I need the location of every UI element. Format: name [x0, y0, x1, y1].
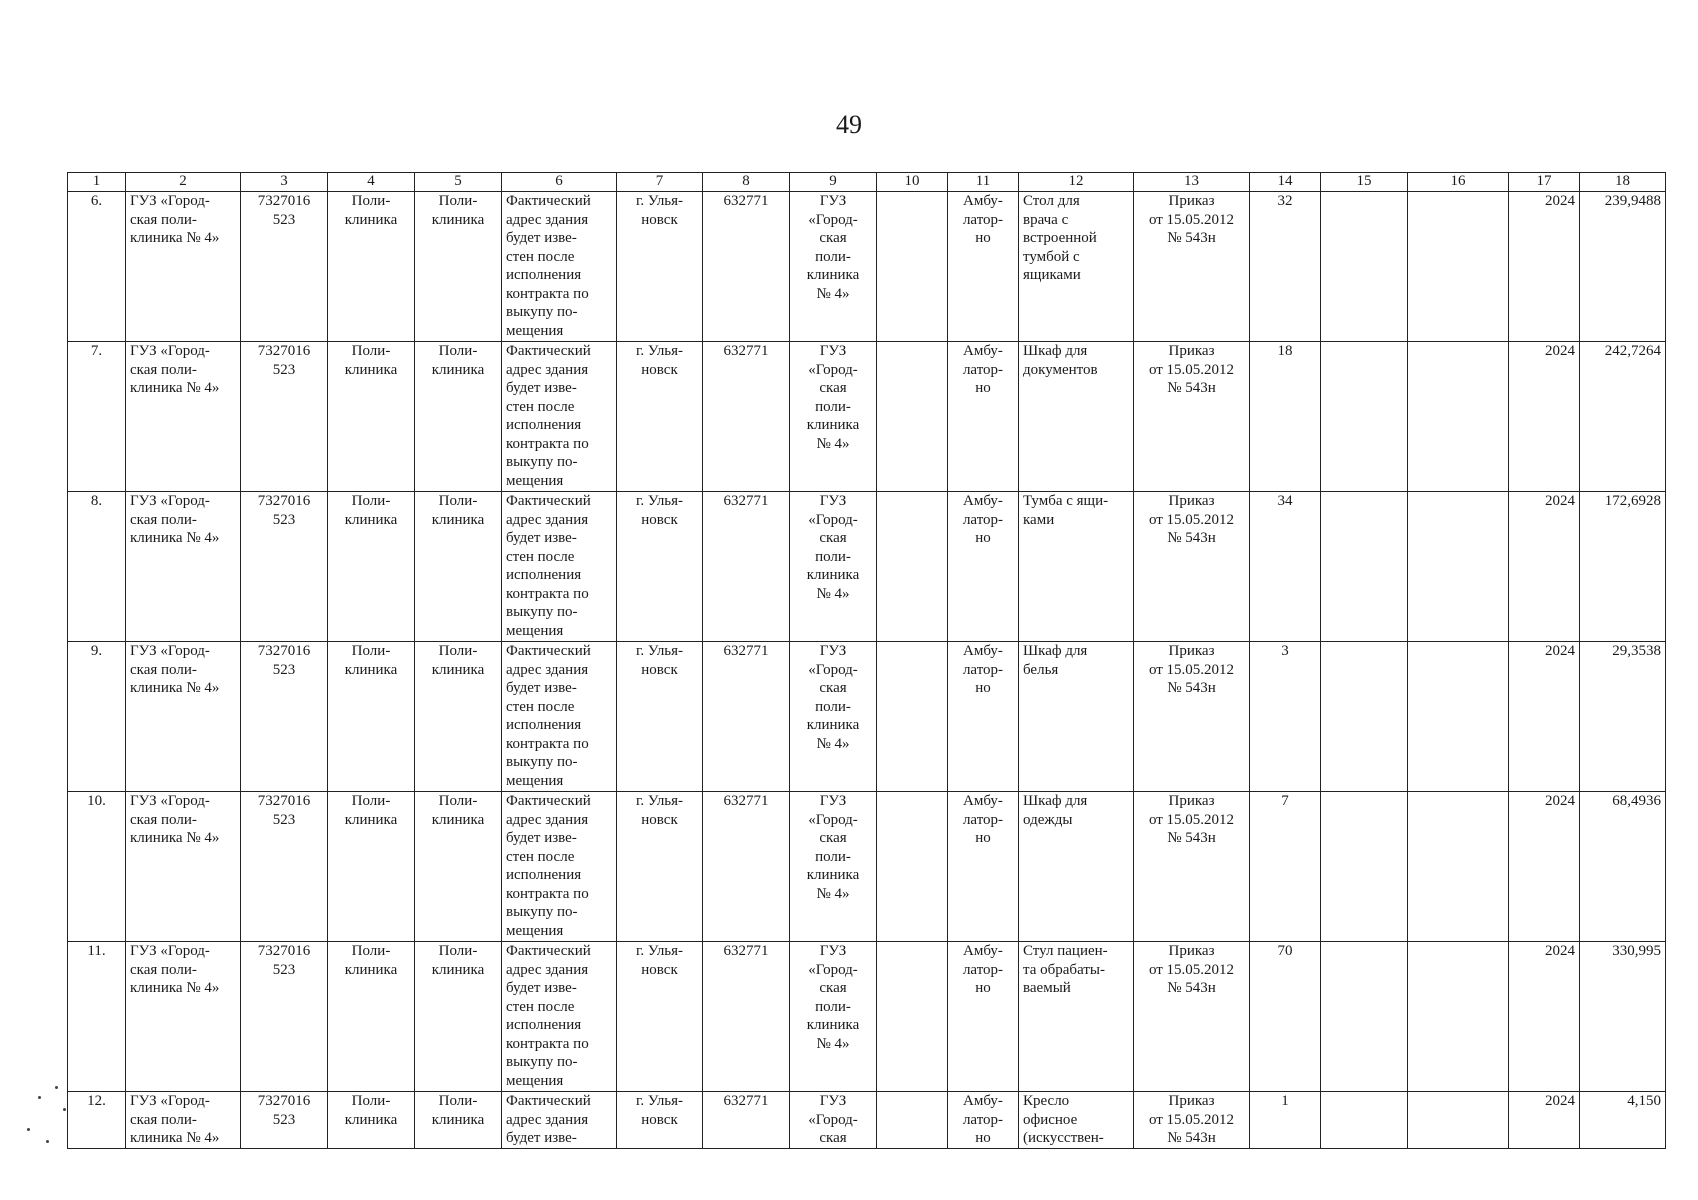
page-number: 49 — [836, 110, 862, 139]
column-number-6: 6 — [502, 173, 617, 192]
code-cell-text: 632771 — [723, 493, 769, 509]
care-mode-cell — [948, 1092, 1019, 1149]
code-cell-text: 632771 — [723, 343, 769, 359]
holder-cell — [790, 792, 877, 942]
column-10-cell — [877, 642, 948, 792]
scan-speck — [63, 1108, 66, 1111]
amount-cell — [1580, 342, 1666, 492]
code-cell-text: 632771 — [723, 943, 769, 959]
equipment-item-cell — [1019, 342, 1134, 492]
scan-speck — [46, 1140, 49, 1143]
row-number-cell — [68, 942, 126, 1092]
row-number-cell-text: 10. — [87, 793, 106, 809]
row-number-cell — [68, 642, 126, 792]
care-mode-cell-text: Амбу- латор- но — [962, 493, 1004, 546]
care-mode-cell — [948, 792, 1019, 942]
organization-cell-text: ГУЗ «Город- ская поли- клиника № 4» — [130, 1093, 220, 1146]
facility-type-cell — [328, 942, 415, 1092]
column-10-cell — [877, 492, 948, 642]
table-row — [68, 192, 1666, 342]
row-number-cell-text: 7. — [90, 343, 103, 359]
city-cell-text: г. Улья- новск — [635, 343, 684, 378]
scan-speck — [55, 1086, 58, 1089]
column-number-5: 5 — [415, 173, 502, 192]
year-cell — [1509, 1092, 1580, 1149]
year-cell-text: 2024 — [1545, 343, 1575, 359]
city-cell — [617, 792, 703, 942]
order-cell-text: Приказ от 15.05.2012 № 543н — [1148, 343, 1235, 396]
equipment-item-cell-text: Шкаф для одежды — [1023, 793, 1088, 828]
facility-subtype-cell-text: Поли- клиника — [431, 493, 485, 528]
city-cell — [617, 642, 703, 792]
organization-cell — [126, 492, 241, 642]
equipment-item-cell-text: Кресло офисное (искусствен- — [1023, 1093, 1104, 1146]
inn-cell-text: 7327016 523 — [257, 793, 311, 828]
holder-cell-text: ГУЗ «Город- ская поли- клиника № 4» — [806, 943, 860, 1052]
row-number-cell-text: 12. — [87, 1093, 106, 1109]
facility-subtype-cell — [415, 792, 502, 942]
inn-cell-text: 7327016 523 — [257, 1093, 311, 1128]
facility-type-cell-text: Поли- клиника — [344, 793, 398, 828]
row-number-cell — [68, 192, 126, 342]
inn-cell-text: 7327016 523 — [257, 493, 311, 528]
year-cell-text: 2024 — [1545, 643, 1575, 659]
column-15-cell — [1321, 492, 1408, 642]
inn-cell — [241, 792, 328, 942]
year-cell-text: 2024 — [1545, 1093, 1575, 1109]
order-cell — [1134, 942, 1250, 1092]
year-cell — [1509, 792, 1580, 942]
amount-cell-text: 172,6928 — [1604, 493, 1661, 509]
column-number-8: 8 — [703, 173, 790, 192]
order-cell — [1134, 192, 1250, 342]
amount-cell — [1580, 942, 1666, 1092]
year-cell-text: 2024 — [1545, 943, 1575, 959]
order-cell-text: Приказ от 15.05.2012 № 543н — [1148, 793, 1235, 846]
inn-cell-text: 7327016 523 — [257, 193, 311, 228]
order-cell-text: Приказ от 15.05.2012 № 543н — [1148, 943, 1235, 996]
facility-type-cell-text: Поли- клиника — [344, 193, 398, 228]
table-row — [68, 492, 1666, 642]
column-number-3: 3 — [241, 173, 328, 192]
facility-type-cell — [328, 642, 415, 792]
equipment-item-cell-text: Тумба с ящи- ками — [1023, 493, 1109, 528]
table-row — [68, 642, 1666, 792]
holder-cell-text: ГУЗ «Город- ская поли- клиника № 4» — [806, 343, 860, 452]
code-cell — [703, 1092, 790, 1149]
order-cell-text: Приказ от 15.05.2012 № 543н — [1148, 493, 1235, 546]
quantity-cell — [1250, 792, 1321, 942]
inn-cell — [241, 642, 328, 792]
year-cell-text: 2024 — [1545, 493, 1575, 509]
care-mode-cell-text: Амбу- латор- но — [962, 343, 1004, 396]
code-cell — [703, 642, 790, 792]
equipment-item-cell — [1019, 192, 1134, 342]
organization-cell-text: ГУЗ «Город- ская поли- клиника № 4» — [130, 343, 220, 396]
address-cell-text: Фактический адрес здания будет изве- стен после исполнения контракта по выкупу по- мещения — [506, 493, 591, 639]
amount-cell-text: 242,7264 — [1604, 343, 1661, 359]
column-16-cell — [1408, 942, 1509, 1092]
code-cell-text: 632771 — [723, 793, 769, 809]
city-cell — [617, 492, 703, 642]
quantity-cell-text: 7 — [1281, 793, 1289, 809]
facility-type-cell-text: Поли- клиника — [344, 943, 398, 978]
code-cell — [703, 342, 790, 492]
address-cell-text: Фактический адрес здания будет изве- стен после исполнения контракта по выкупу по- мещения — [506, 793, 591, 939]
year-cell-text: 2024 — [1545, 793, 1575, 809]
amount-cell — [1580, 792, 1666, 942]
row-number-cell — [68, 342, 126, 492]
year-cell — [1509, 192, 1580, 342]
code-cell — [703, 492, 790, 642]
column-15-cell — [1321, 942, 1408, 1092]
organization-cell — [126, 192, 241, 342]
facility-type-cell — [328, 192, 415, 342]
facility-subtype-cell — [415, 942, 502, 1092]
facility-type-cell-text: Поли- клиника — [344, 643, 398, 678]
column-number-11: 11 — [948, 173, 1019, 192]
city-cell-text: г. Улья- новск — [635, 793, 684, 828]
quantity-cell — [1250, 1092, 1321, 1149]
column-15-cell — [1321, 1092, 1408, 1149]
quantity-cell — [1250, 492, 1321, 642]
column-number-1: 1 — [68, 173, 126, 192]
address-cell-text: Фактический адрес здания будет изве- — [506, 1093, 591, 1146]
code-cell-text: 632771 — [723, 1093, 769, 1109]
city-cell — [617, 342, 703, 492]
column-number-10: 10 — [877, 173, 948, 192]
holder-cell-text: ГУЗ «Город- ская поли- клиника № 4» — [806, 793, 860, 902]
amount-cell — [1580, 1092, 1666, 1149]
quantity-cell-text: 34 — [1277, 493, 1293, 509]
amount-cell-text: 29,3538 — [1612, 643, 1661, 659]
column-15-cell — [1321, 792, 1408, 942]
column-10-cell — [877, 942, 948, 1092]
facility-type-cell — [328, 492, 415, 642]
organization-cell-text: ГУЗ «Город- ская поли- клиника № 4» — [130, 793, 220, 846]
row-number-cell — [68, 492, 126, 642]
quantity-cell — [1250, 192, 1321, 342]
year-cell — [1509, 492, 1580, 642]
year-cell — [1509, 342, 1580, 492]
column-number-9: 9 — [790, 173, 877, 192]
column-number-7: 7 — [617, 173, 703, 192]
row-number-cell — [68, 1092, 126, 1149]
equipment-item-cell — [1019, 1092, 1134, 1149]
holder-cell-text: ГУЗ «Город- ская поли- клиника № 4» — [806, 643, 860, 752]
column-number-18: 18 — [1580, 173, 1666, 192]
equipment-item-cell-text: Стол для врача с встроенной тумбой с ящиками — [1023, 193, 1097, 283]
equipment-item-cell — [1019, 642, 1134, 792]
amount-cell-text: 330,995 — [1612, 943, 1661, 959]
facility-subtype-cell-text: Поли- клиника — [431, 793, 485, 828]
inn-cell — [241, 492, 328, 642]
address-cell-text: Фактический адрес здания будет изве- стен после исполнения контракта по выкупу по- мещения — [506, 943, 591, 1089]
equipment-item-cell-text: Шкаф для белья — [1023, 643, 1088, 678]
address-cell — [502, 792, 617, 942]
quantity-cell-text: 70 — [1277, 943, 1293, 959]
column-15-cell — [1321, 342, 1408, 492]
facility-type-cell-text: Поли- клиника — [344, 493, 398, 528]
address-cell-text: Фактический адрес здания будет изве- стен после исполнения контракта по выкупу по- мещения — [506, 643, 591, 789]
table-row — [68, 1092, 1666, 1149]
care-mode-cell-text: Амбу- латор- но — [962, 793, 1004, 846]
care-mode-cell-text: Амбу- латор- но — [962, 943, 1004, 996]
organization-cell-text: ГУЗ «Город- ская поли- клиника № 4» — [130, 493, 220, 546]
column-number-14: 14 — [1250, 173, 1321, 192]
scan-speck — [38, 1096, 41, 1099]
facility-type-cell-text: Поли- клиника — [344, 1093, 398, 1128]
order-cell — [1134, 1092, 1250, 1149]
code-cell — [703, 192, 790, 342]
care-mode-cell — [948, 342, 1019, 492]
column-number-17: 17 — [1509, 173, 1580, 192]
care-mode-cell — [948, 192, 1019, 342]
inn-cell — [241, 942, 328, 1092]
quantity-cell-text: 32 — [1277, 193, 1293, 209]
column-10-cell — [877, 1092, 948, 1149]
facility-type-cell — [328, 1092, 415, 1149]
organization-cell-text: ГУЗ «Город- ская поли- клиника № 4» — [130, 943, 220, 996]
amount-cell-text: 4,150 — [1627, 1093, 1661, 1109]
holder-cell — [790, 192, 877, 342]
table-row — [68, 942, 1666, 1092]
care-mode-cell-text: Амбу- латор- но — [962, 643, 1004, 696]
quantity-cell — [1250, 942, 1321, 1092]
row-number-cell-text: 11. — [87, 943, 106, 959]
organization-cell — [126, 1092, 241, 1149]
amount-cell-text: 239,9488 — [1604, 193, 1661, 209]
column-16-cell — [1408, 492, 1509, 642]
column-16-cell — [1408, 1092, 1509, 1149]
facility-subtype-cell — [415, 492, 502, 642]
amount-cell — [1580, 192, 1666, 342]
quantity-cell-text: 18 — [1277, 343, 1293, 359]
table-row — [68, 792, 1666, 942]
column-16-cell — [1408, 342, 1509, 492]
row-number-cell-text: 6. — [90, 193, 103, 209]
city-cell — [617, 942, 703, 1092]
organization-cell — [126, 792, 241, 942]
inn-cell-text: 7327016 523 — [257, 943, 311, 978]
city-cell-text: г. Улья- новск — [635, 1093, 684, 1128]
amount-cell-text: 68,4936 — [1612, 793, 1661, 809]
address-cell — [502, 942, 617, 1092]
holder-cell-text: ГУЗ «Город- ская — [808, 1093, 858, 1146]
quantity-cell — [1250, 342, 1321, 492]
equipment-item-cell — [1019, 942, 1134, 1092]
column-15-cell — [1321, 642, 1408, 792]
address-cell-text: Фактический адрес здания будет изве- стен после исполнения контракта по выкупу по- мещения — [506, 343, 591, 489]
code-cell-text: 632771 — [723, 193, 769, 209]
address-cell — [502, 642, 617, 792]
quantity-cell-text: 1 — [1281, 1093, 1289, 1109]
column-10-cell — [877, 192, 948, 342]
column-number-2: 2 — [126, 173, 241, 192]
inn-cell-text: 7327016 523 — [257, 643, 311, 678]
column-number-12: 12 — [1019, 173, 1134, 192]
table-row — [68, 342, 1666, 492]
scan-speck — [27, 1128, 30, 1131]
table-header — [68, 173, 1666, 192]
holder-cell — [790, 642, 877, 792]
equipment-item-cell — [1019, 492, 1134, 642]
facility-type-cell — [328, 342, 415, 492]
facility-subtype-cell-text: Поли- клиника — [431, 643, 485, 678]
city-cell-text: г. Улья- новск — [635, 493, 684, 528]
table-body — [68, 192, 1666, 1149]
care-mode-cell — [948, 492, 1019, 642]
equipment-item-cell-text: Стул пациен- та обрабаты- ваемый — [1023, 943, 1108, 996]
column-16-cell — [1408, 192, 1509, 342]
row-number-cell — [68, 792, 126, 942]
code-cell — [703, 942, 790, 1092]
address-cell — [502, 192, 617, 342]
order-cell — [1134, 492, 1250, 642]
amount-cell — [1580, 492, 1666, 642]
amount-cell — [1580, 642, 1666, 792]
row-number-cell-text: 9. — [90, 643, 103, 659]
code-cell — [703, 792, 790, 942]
organization-cell — [126, 942, 241, 1092]
care-mode-cell — [948, 942, 1019, 1092]
city-cell-text: г. Улья- новск — [635, 943, 684, 978]
holder-cell — [790, 342, 877, 492]
facility-subtype-cell-text: Поли- клиника — [431, 193, 485, 228]
order-cell-text: Приказ от 15.05.2012 № 543н — [1148, 193, 1235, 246]
order-cell-text: Приказ от 15.05.2012 № 543н — [1148, 1093, 1235, 1146]
city-cell — [617, 192, 703, 342]
column-10-cell — [877, 342, 948, 492]
equipment-item-cell — [1019, 792, 1134, 942]
column-number-15: 15 — [1321, 173, 1408, 192]
code-cell-text: 632771 — [723, 643, 769, 659]
facility-type-cell — [328, 792, 415, 942]
facility-type-cell-text: Поли- клиника — [344, 343, 398, 378]
facility-subtype-cell-text: Поли- клиника — [431, 1093, 485, 1128]
facility-subtype-cell-text: Поли- клиника — [431, 943, 485, 978]
inn-cell — [241, 342, 328, 492]
equipment-item-cell-text: Шкаф для документов — [1023, 343, 1098, 378]
inn-cell-text: 7327016 523 — [257, 343, 311, 378]
column-10-cell — [877, 792, 948, 942]
facility-subtype-cell — [415, 1092, 502, 1149]
facility-subtype-cell — [415, 642, 502, 792]
column-16-cell — [1408, 792, 1509, 942]
address-cell — [502, 1092, 617, 1149]
column-16-cell — [1408, 642, 1509, 792]
organization-cell — [126, 342, 241, 492]
holder-cell — [790, 492, 877, 642]
column-number-13: 13 — [1134, 173, 1250, 192]
organization-cell-text: ГУЗ «Город- ская поли- клиника № 4» — [130, 193, 220, 246]
city-cell-text: г. Улья- новск — [635, 193, 684, 228]
year-cell — [1509, 942, 1580, 1092]
city-cell-text: г. Улья- новск — [635, 643, 684, 678]
order-cell — [1134, 642, 1250, 792]
equipment-register-table — [67, 172, 1666, 1149]
holder-cell — [790, 942, 877, 1092]
address-cell — [502, 342, 617, 492]
care-mode-cell-text: Амбу- латор- но — [962, 1093, 1004, 1146]
care-mode-cell — [948, 642, 1019, 792]
inn-cell — [241, 192, 328, 342]
address-cell-text: Фактический адрес здания будет изве- стен после исполнения контракта по выкупу по- мещения — [506, 193, 591, 339]
organization-cell-text: ГУЗ «Город- ская поли- клиника № 4» — [130, 643, 220, 696]
column-numbers-row — [68, 173, 1666, 192]
care-mode-cell-text: Амбу- латор- но — [962, 193, 1004, 246]
order-cell-text: Приказ от 15.05.2012 № 543н — [1148, 643, 1235, 696]
facility-subtype-cell — [415, 192, 502, 342]
address-cell — [502, 492, 617, 642]
holder-cell — [790, 1092, 877, 1149]
quantity-cell — [1250, 642, 1321, 792]
row-number-cell-text: 8. — [90, 493, 103, 509]
holder-cell-text: ГУЗ «Город- ская поли- клиника № 4» — [806, 493, 860, 602]
column-15-cell — [1321, 192, 1408, 342]
order-cell — [1134, 792, 1250, 942]
city-cell — [617, 1092, 703, 1149]
inn-cell — [241, 1092, 328, 1149]
year-cell — [1509, 642, 1580, 792]
facility-subtype-cell — [415, 342, 502, 492]
holder-cell-text: ГУЗ «Город- ская поли- клиника № 4» — [806, 193, 860, 302]
column-number-4: 4 — [328, 173, 415, 192]
year-cell-text: 2024 — [1545, 193, 1575, 209]
order-cell — [1134, 342, 1250, 492]
column-number-16: 16 — [1408, 173, 1509, 192]
organization-cell — [126, 642, 241, 792]
facility-subtype-cell-text: Поли- клиника — [431, 343, 485, 378]
quantity-cell-text: 3 — [1281, 643, 1289, 659]
